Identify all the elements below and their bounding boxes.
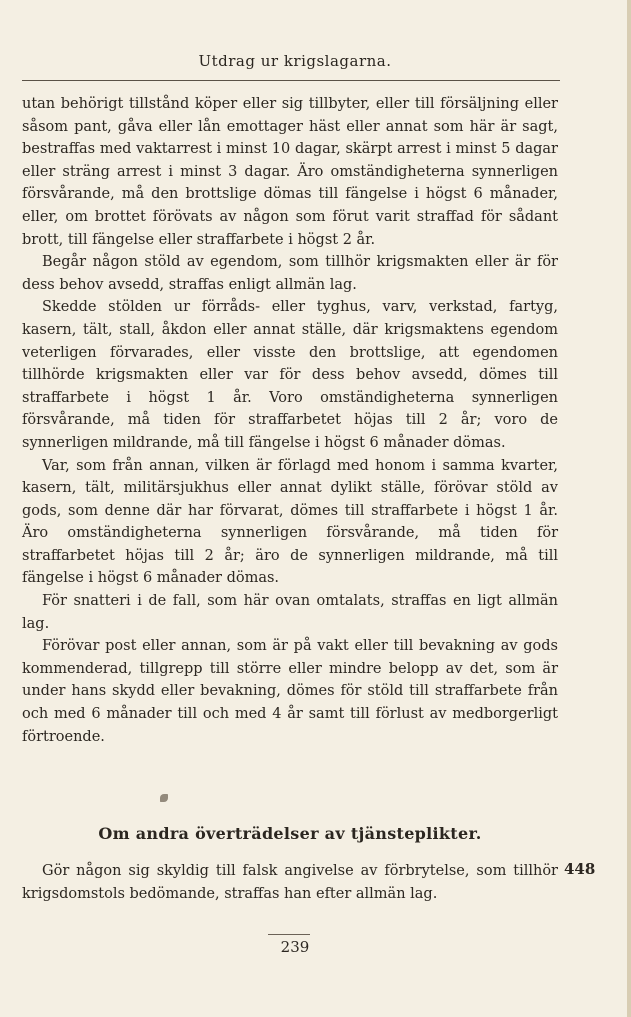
paragraph: Gör någon sig skyldig till falsk angivelse av förbrytelse, som tillhör krigsdomstols bedömande, straffas han efter allmän lag. [22,863,558,902]
page-number: 239 [280,938,310,956]
paragraph: utan behörigt tillstånd köper eller sig tillbyter, eller till försäljning eller såsom pant, gåva eller lån emottager häst eller annat som här är sagt, bestraffas med vaktarrest i minst 10 dagar, skärpt arrest i minst 5 dagar eller sträng arrest i minst 3 dagar. Äro omständigheterna synnerligen försvårande, må den brottslige dömas till fängelse i högst 6 månader, eller, om brottet förövats av någon som förut varit straffad för sådant brott, till fängelse eller straffarbete i högst 2 år. [22,96,558,248]
paragraph: Var, som från annan, vilken är förlagd med honom i samma kvarter, kasern, tält, militärsjukhus eller annat dylikt ställe, förövar stöld av gods, som denne där har förvarat, dömes till straffarbete i högst 1 år. Äro omständigheterna synnerligen försvårande, må tiden för straffarbetet höjas till 2 år; äro de synnerligen mildrande, må till fängelse i högst 6 månader dömas. [22,457,558,587]
body-text [22,93,558,748]
section-text [22,860,558,905]
paragraph: Förövar post eller annan, som är på vakt eller till bevakning av gods kommenderad, tillgrepp till större eller mindre belopp av det, som är under hans skydd eller bevakning, dömes för stöld till straffarbete från och med 6 månader till och med 4 år samt till förlust av medborgerligt förtroende. [22,638,558,745]
paragraph: Begår någon stöld av egendom, som tillhör krigsmakten eller är för dess behov avsedd, straffas enligt allmän lag. [22,254,558,293]
margin-section-number: 448 [564,860,596,878]
ink-blot [160,794,168,802]
paragraph: För snatteri i de fall, som här ovan omtalats, straffas en ligt allmän lag. [22,593,558,632]
paragraph: Skedde stölden ur förråds- eller tyghus, varv, verkstad, fartyg, kasern, tält, stall, åkdon eller annat ställe, där krigsmaktens egendom veterligen förvarades, eller visste den brottslige, att egendomen tillhörde krigsmakten eller var för dess behov avsedd, dömes till straffarbete i högst 1 år. Voro omständigheterna synnerligen försvårande, må tiden för straffarbetet höjas till 2 år; voro de synnerligen mildrande, må till fängelse i högst 6 månader dömas. [22,299,558,451]
header-rule [22,80,560,81]
section-title: Om andra överträdelser av tjänsteplikter. [98,824,482,843]
running-title: Utdrag ur krigslagarna. [198,52,392,70]
folio-rule [268,934,310,935]
